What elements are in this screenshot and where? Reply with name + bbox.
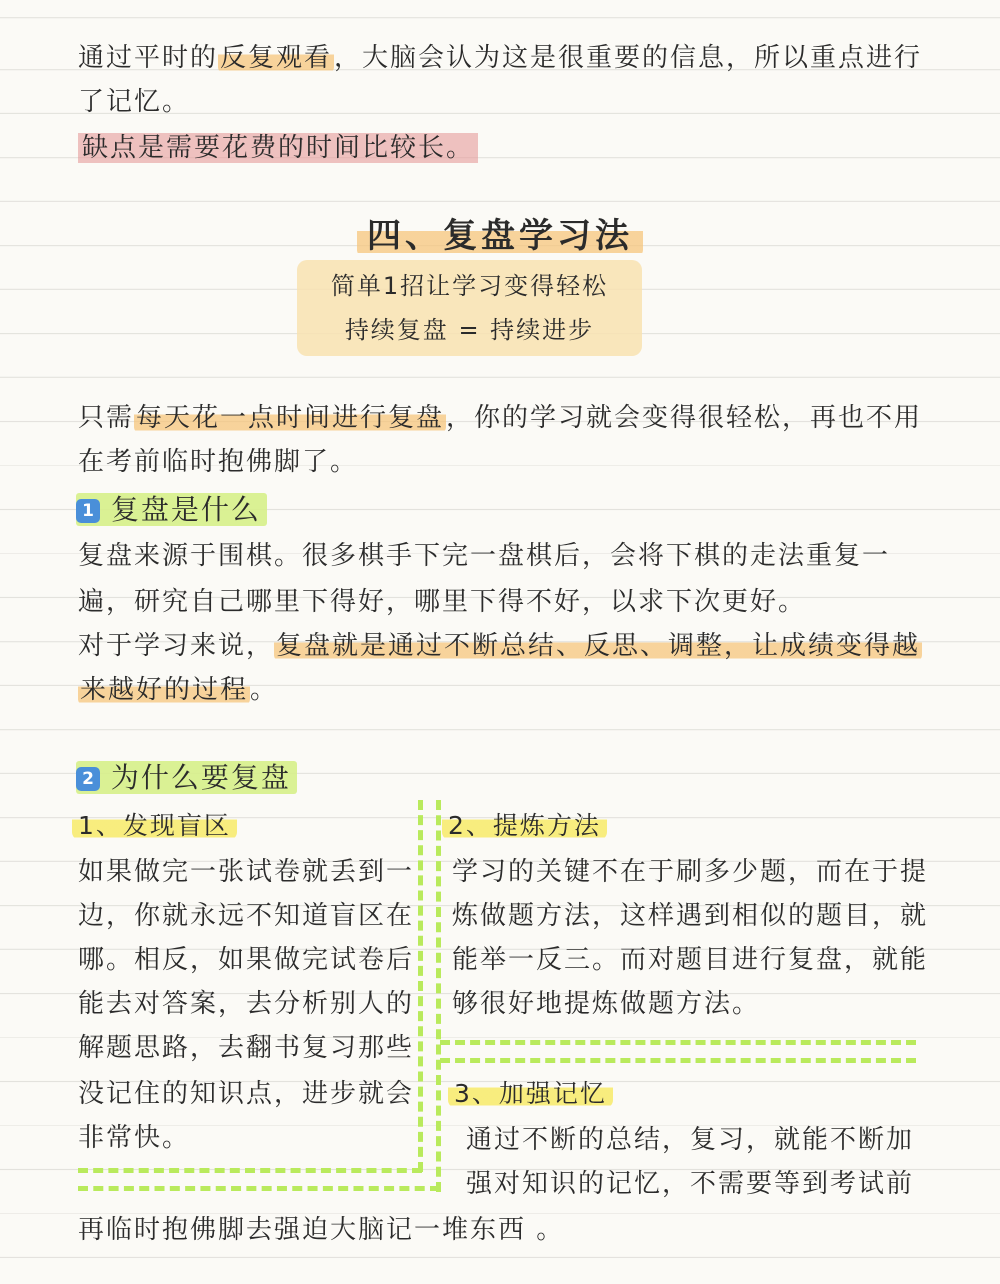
point-3-line: 通过不断的总结，复习，就能不断加: [466, 1125, 915, 1155]
dashed-divider: [78, 1186, 440, 1191]
q2-title: 为什么要复盘: [110, 761, 291, 794]
point-3-line: 强对知识的记忆，不需要等到考试前: [466, 1169, 915, 1199]
q1-heading: [76, 488, 267, 532]
subtitle-box: [297, 260, 642, 356]
dashed-divider: [440, 1058, 916, 1063]
text: 对于学习来说，: [78, 631, 275, 661]
q1-title: 复盘是什么: [110, 493, 261, 526]
highlight-text: 来越好的过程: [80, 675, 249, 705]
subtitle-line: 持续复盘 = 持续进步: [344, 316, 595, 344]
number-badge-icon: 2: [76, 767, 100, 791]
point-1-line: 非常快。: [78, 1123, 191, 1153]
dashed-divider: [418, 800, 423, 1172]
text: ，大脑会认为这是很重要的信息，所以重点进行: [334, 43, 923, 73]
subtitle-line: 简单1招让学习变得轻松: [330, 272, 609, 300]
point-2-line: 炼做题方法，这样遇到相似的题目，就: [452, 901, 929, 931]
point-2-line: 够很好地提炼做题方法。: [452, 989, 761, 1019]
paragraph-line: [78, 396, 922, 440]
point-1-line: 哪。相反，如果做完试卷后: [78, 945, 415, 975]
text: 只需: [78, 403, 135, 433]
section-title: 四、复盘学习法: [357, 216, 643, 256]
point-1-line: 能去对答案，去分析别人的: [78, 989, 415, 1019]
paragraph-line: 在考前临时抱佛脚了。: [78, 447, 359, 477]
section-heading: [0, 210, 1000, 262]
point-1-line: 解题思路，去翻书复习那些: [78, 1033, 415, 1063]
highlight-text: 反复观看: [220, 43, 333, 73]
point-1-line: 没记住的知识点，进步就会: [78, 1079, 415, 1109]
dashed-divider: [436, 800, 441, 1192]
paragraph-line: [78, 36, 922, 80]
paragraph-line: 遍，研究自己哪里下得好，哪里下得不好，以求下次更好。: [78, 587, 807, 617]
q2-heading: [76, 756, 297, 800]
point-1-line: 如果做完一张试卷就丢到一: [78, 857, 415, 887]
point-3-title: 3、加强记忆: [448, 1072, 613, 1116]
dashed-divider: [78, 1168, 422, 1173]
highlight-text: 每天花一点时间进行复盘: [136, 403, 445, 433]
paragraph-line: [78, 668, 278, 712]
dashed-divider: [440, 1040, 916, 1045]
text: ，你的学习就会变得很轻松，再也不用: [446, 403, 923, 433]
pink-highlight-text: 缺点是需要花费的时间比较长。: [78, 133, 478, 163]
paragraph-line: 了记忆。: [78, 87, 191, 117]
number-badge-icon: 1: [76, 499, 100, 523]
text: 。: [250, 675, 279, 705]
text: 通过平时的: [78, 43, 219, 73]
drawback-line: [78, 126, 478, 170]
point-1-line: 边，你就永远不知道盲区在: [78, 901, 415, 931]
paragraph-line: 再临时抱佛脚去强迫大脑记一堆东西 。: [78, 1215, 565, 1245]
point-1-title: 1、发现盲区: [72, 804, 237, 848]
point-2-title: 2、提炼方法: [442, 804, 607, 848]
paragraph-line: 复盘来源于围棋。很多棋手下完一盘棋后，会将下棋的走法重复一: [78, 541, 891, 571]
highlight-text: 复盘就是通过不断总结、反思、调整，让成绩变得越: [276, 631, 921, 661]
paragraph-line: [78, 624, 922, 668]
point-2-line: 能举一反三。而对题目进行复盘，就能: [452, 945, 929, 975]
point-2-line: 学习的关键不在于刷多少题，而在于提: [452, 857, 929, 887]
